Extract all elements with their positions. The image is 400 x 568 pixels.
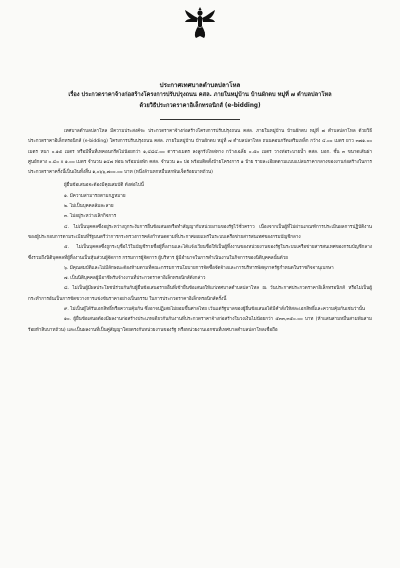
qualification-item-10: ๑๐. ผู้ยื่นข้อเสนอต้องมีผลงานก่อสร้างประเภทเดียวกันกับงานที่ประกวดราคาจ้างก่อสร้างในวงเงินไม่น้อยกว่า ๕๓๓,๓๕๐.๐๐ บาท (ห้าแสนสามหมื่นสามพันสามร้อยห้าสิบบาทถ้วน) และเป็นผลงานที่เป็นคู่สัญญาโดยตรงกับหน่วยงานของรัฐ หรือหน่วยงานเอกชนที่เทศบาลตำบลปลาโหลเชื่อถือ: [28, 317, 372, 333]
title-divider: [160, 119, 240, 120]
announcement-body: [28, 127, 372, 336]
qualification-item-7: ๗. เป็นนิติบุคคลผู้มีอาชีพรับจ้างงานที่ประกวดราคาอิเล็กทรอนิกส์ดังกล่าว: [64, 276, 206, 282]
qualification-item-9: ๙. ไม่เป็นผู้ได้รับเอกสิทธิ์หรือความคุ้มกัน ซึ่งอาจปฏิเสธไม่ยอมขึ้นศาลไทย เว้นแต่รัฐบาลของผู้ยื่นข้อเสนอได้มีคำสั่งให้สละเอกสิทธิ์และความคุ้มกันเช่นว่านั้น: [64, 307, 366, 313]
issuing-organization: ประกาศเทศบาลตำบลปลาโหล: [159, 82, 241, 89]
garuda-emblem-icon: [183, 6, 217, 40]
qualification-heading: ผู้ยื่นข้อเสนอจะต้องมีคุณสมบัติ ดังต่อไปนี้: [64, 183, 144, 189]
qualification-item-8: ๘. ไม่เป็นผู้มีผลประโยชน์ร่วมกันกับผู้ยื่นข้อเสนอรายอื่นที่เข้ายื่นข้อเสนอให้แก่เทศบาลตำบลปลาโหล ณ วันประกาศประกวดราคาอิเล็กทรอนิกส์ หรือไม่เป็นผู้กระทำการอันเป็นการขัดขวางการแข่งขันราคาอย่างเป็นธรรม ในการประกวดราคาอิเล็กทรอนิกส์ครั้งนี้: [28, 286, 372, 302]
qualification-item-4: ๔. ไม่เป็นบุคคลซึ่งอยู่ระหว่างถูกระงับการยื่นข้อเสนอหรือทำสัญญากับหน่วยงานของรัฐไว้ชั่วคราว เนื่องจากเป็นผู้ที่ไม่ผ่านเกณฑ์การประเมินผลการปฏิบัติงานของผู้ประกอบการตามระเบียบที่รัฐมนตรีว่าการกระทรวงการคลังกำหนดตามที่ประกาศเผยแพร่ในระบบเครือข่ายสารสนเทศของกรมบัญชีกลาง: [28, 224, 372, 240]
qualification-item-5: ๕. ไม่เป็นบุคคลซึ่งถูกระบุชื่อไว้ในบัญชีรายชื่อผู้ทิ้งงานและได้แจ้งเวียนชื่อให้เป็นผู้ทิ้งงานของหน่วยงานของรัฐในระบบเครือข่ายสารสนเทศของกรมบัญชีกลาง ซึ่งรวมถึงนิติบุคคลที่ผู้ทิ้งงานเป็นหุ้นส่วนผู้จัดการ กรรมการผู้จัดการ ผู้บริหาร ผู้มีอำนาจในการดำเนินงานในกิจการของนิติบุคคลนั้นด้วย: [28, 245, 372, 261]
intro-paragraph: เทศบาลตำบลปลาโหล มีความประสงค์จะ ประกวดราคาจ้างก่อสร้างโครงการปรับปรุงถนน คสล. ภายในหมู่บ้าน บ้านผักตบ หมู่ที่ ๗ ตำบลปลาโหล ด้วยวิธีประกวดราคาอิเล็กทรอนิกส์ (e-bidding) โครงการปรับปรุงถนน คสล. ภายในหมู่บ้าน บ้านผักตบ หมู่ที่ ๗ ตำบลปลาโหล ถนนคอนกรีตเสริมเหล็ก กว้าง ๔.๐๐ เมตร ยาว ๓๗๑.๐๐ เมตร หนา ๐.๑๕ เมตร หรือมีพื้นที่เทคอนกรีตไม่น้อยกว่า ๑,๔๘๔.๐๐ ตารางเมตร ลงลูกรังไหล่ทาง กว้างเฉลี่ย ๐.๕๐ เมตร วางท่อระบายน้ำ คสล. มอก. ชั้น ๓ ขนาดเส้นผ่าศูนย์กลาง ๐.๔๐ x ๑.๐๐ เมตร จำนวน ๑๔๗ ท่อน พร้อมบ่อพัก คสล. จำนวน ๑๐ บ่อ พร้อมติดตั้งป้ายโครงการ ๑ ป้าย รายละเอียดตามแบบแปลนราคากลางของงานก่อสร้างในการประกวดราคาครั้งนี้เป็นเงินทั้งสิ้น ๑,๐๖๖,๗๐๐.๐๐ บาท (หนึ่งล้านหกหมื่นหกพันเจ็ดร้อยบาทถ้วน): [28, 129, 372, 176]
title-line-1: เรื่อง ประกวดราคาจ้างก่อสร้างโครงการปรับปรุงถนน คสล. ภายในหมู่บ้าน บ้านผักตบ หมู่ที่ ๗ ตำบลปลาโหล: [68, 92, 332, 98]
qualification-item-6: ๖. มีคุณสมบัติและไม่มีลักษณะต้องห้ามตามที่คณะกรรมการนโยบายการจัดซื้อจัดจ้างและการบริหารพัสดุภาครัฐกำหนดในราชกิจจานุเบกษา: [64, 265, 334, 271]
qualification-item-3: ๓. ไม่อยู่ระหว่างเลิกกิจการ: [64, 214, 117, 220]
qualification-item-1: ๑. มีความสามารถตามกฎหมาย: [64, 193, 126, 199]
qualification-item-2: ๒. ไม่เป็นบุคคลล้มละลาย: [64, 204, 114, 210]
title-line-2: ด้วยวิธีประกวดราคาอิเล็กทรอนิกส์ (e-bidding): [139, 103, 261, 109]
announcement-title: [28, 90, 372, 112]
